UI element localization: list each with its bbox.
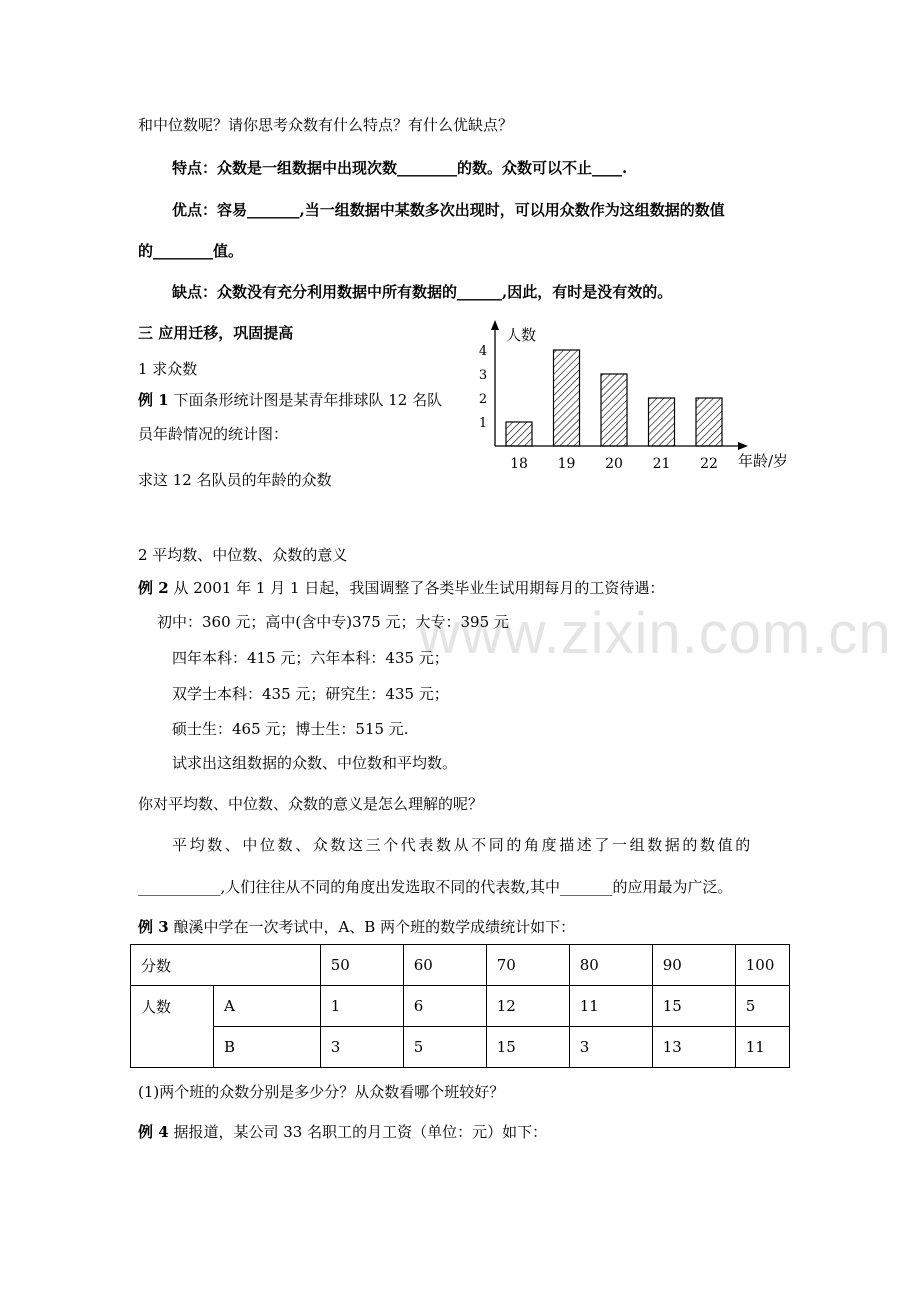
x-tick-label: 21 (652, 456, 671, 472)
example-text: 据报道，某公司 33 名职工的月工资（单位：元）如下： (173, 1123, 548, 1141)
x-axis-arrow (738, 442, 748, 450)
table-value-cell: 1 (320, 986, 403, 1027)
example-label: 例 4 (138, 1123, 169, 1141)
section-heading: 三 应用迁移，巩固提高 (138, 324, 294, 342)
bar-19 (554, 350, 580, 446)
example-text: 下面条形统计图是某青年排球队 12 名队 (173, 391, 443, 409)
example-text: 从 2001 年 1 月 1 日起，我国调整了各类毕业生试用期每月的工资待遇： (173, 579, 665, 597)
x-tick-label: 18 (510, 456, 528, 472)
watermark: www.zixin.com.cn (418, 601, 892, 666)
salary-line-3: 双学士本科：435 元；研究生：435 元； (172, 685, 449, 703)
bar-20 (601, 374, 627, 446)
table-value-cell: 6 (403, 986, 486, 1027)
understanding-text-2: ___________,人们往往从不同的角度出发选取不同的代表数,其中_______的应用最为广泛。 (138, 878, 733, 896)
subsection-title: 1 求众数 (138, 360, 198, 378)
salary-line-1: 初中：360 元；高中(含中专)375 元；大专：395 元 (157, 613, 509, 631)
table-value-cell: 11 (569, 986, 652, 1027)
example-3 (138, 916, 575, 937)
table-score-cell: 90 (652, 945, 735, 986)
advantage-text-cont: 的________值。 (138, 242, 244, 260)
advantage-text: 优点：容易_______,当一组数据中某数多次出现时，可以用众数作为这组数据的数值 (172, 201, 725, 219)
subsection-title-2: 2 平均数、中位数、众数的意义 (138, 546, 348, 564)
bar-18 (506, 422, 532, 446)
y-tick-label: 2 (478, 392, 488, 407)
table-value-cell: 5 (735, 986, 789, 1027)
example-1-cont: 员年龄情况的统计图： (138, 425, 289, 443)
table-value-cell: 3 (320, 1027, 403, 1068)
table-score-cell: 100 (735, 945, 789, 986)
bar-22 (696, 398, 722, 446)
score-table (130, 944, 790, 1068)
table-score-cell: 60 (403, 945, 486, 986)
x-tick-label: 19 (557, 456, 576, 472)
salary-line-4: 硕士生：465 元；博士生：515 元. (172, 720, 409, 738)
table-value-cell: 12 (486, 986, 569, 1027)
table-row (131, 986, 790, 1027)
x-axis-label: 年龄/岁 (738, 452, 789, 470)
feature-text: 特点：众数是一组数据中出现次数________的数。众数可以不止____. (172, 159, 628, 177)
y-tick-label: 4 (478, 344, 488, 359)
table-score-cell: 80 (569, 945, 652, 986)
example-label: 例 2 (138, 579, 169, 597)
table-score-cell: 50 (320, 945, 403, 986)
example-label: 例 3 (138, 918, 169, 936)
example-2-question: 试求出这组数据的众数、中位数和平均数。 (172, 754, 458, 772)
table-class-cell: B (214, 1027, 321, 1068)
example-2 (138, 577, 664, 598)
y-tick-label: 1 (478, 416, 488, 431)
y-axis-label: 人数 (506, 326, 537, 344)
salary-line-2: 四年本科：415 元；六年本科：435 元； (172, 649, 449, 667)
example-label: 例 1 (138, 391, 169, 409)
table-value-cell: 3 (569, 1027, 652, 1068)
table-value-cell: 15 (652, 986, 735, 1027)
understanding-question: 你对平均数、中位数、众数的意义是怎么理解的呢？ (138, 795, 484, 813)
example-1-question: 求这 12 名队员的年龄的众数 (138, 471, 332, 489)
example-3-question: (1)两个班的众数分别是多少分？从众数看哪个班较好？ (138, 1083, 505, 1101)
table-value-cell: 5 (403, 1027, 486, 1068)
table-score-cell: 70 (486, 945, 569, 986)
age-bar-chart (470, 316, 800, 476)
example-1 (138, 389, 442, 410)
intro-line: 和中位数呢？请你思考众数有什么特点？有什么优缺点？ (138, 116, 514, 134)
x-tick-label: 22 (700, 456, 718, 472)
table-value-cell: 13 (652, 1027, 735, 1068)
table-value-cell: 15 (486, 1027, 569, 1068)
y-axis-arrow (491, 320, 499, 330)
disadvantage-text: 缺点：众数没有充分利用数据中所有数据的______,因此，有时是没有效的。 (172, 283, 673, 301)
table-value-cell: 11 (735, 1027, 789, 1068)
understanding-text-1: 平均数、中位数、众数这三个代表数从不同的角度描述了一组数据的数值的 (172, 836, 753, 854)
table-row (131, 945, 790, 986)
x-tick-label: 20 (605, 456, 623, 472)
table-row (131, 1027, 790, 1068)
example-4 (138, 1121, 547, 1142)
table-count-label: 人数 (131, 986, 214, 1068)
y-tick-label: 3 (478, 368, 488, 383)
table-class-cell: A (214, 986, 321, 1027)
bar-21 (649, 398, 675, 446)
table-header-cell: 分数 (131, 945, 321, 986)
example-text: 酿溪中学在一次考试中，A、B 两个班的数学成绩统计如下： (173, 918, 576, 936)
